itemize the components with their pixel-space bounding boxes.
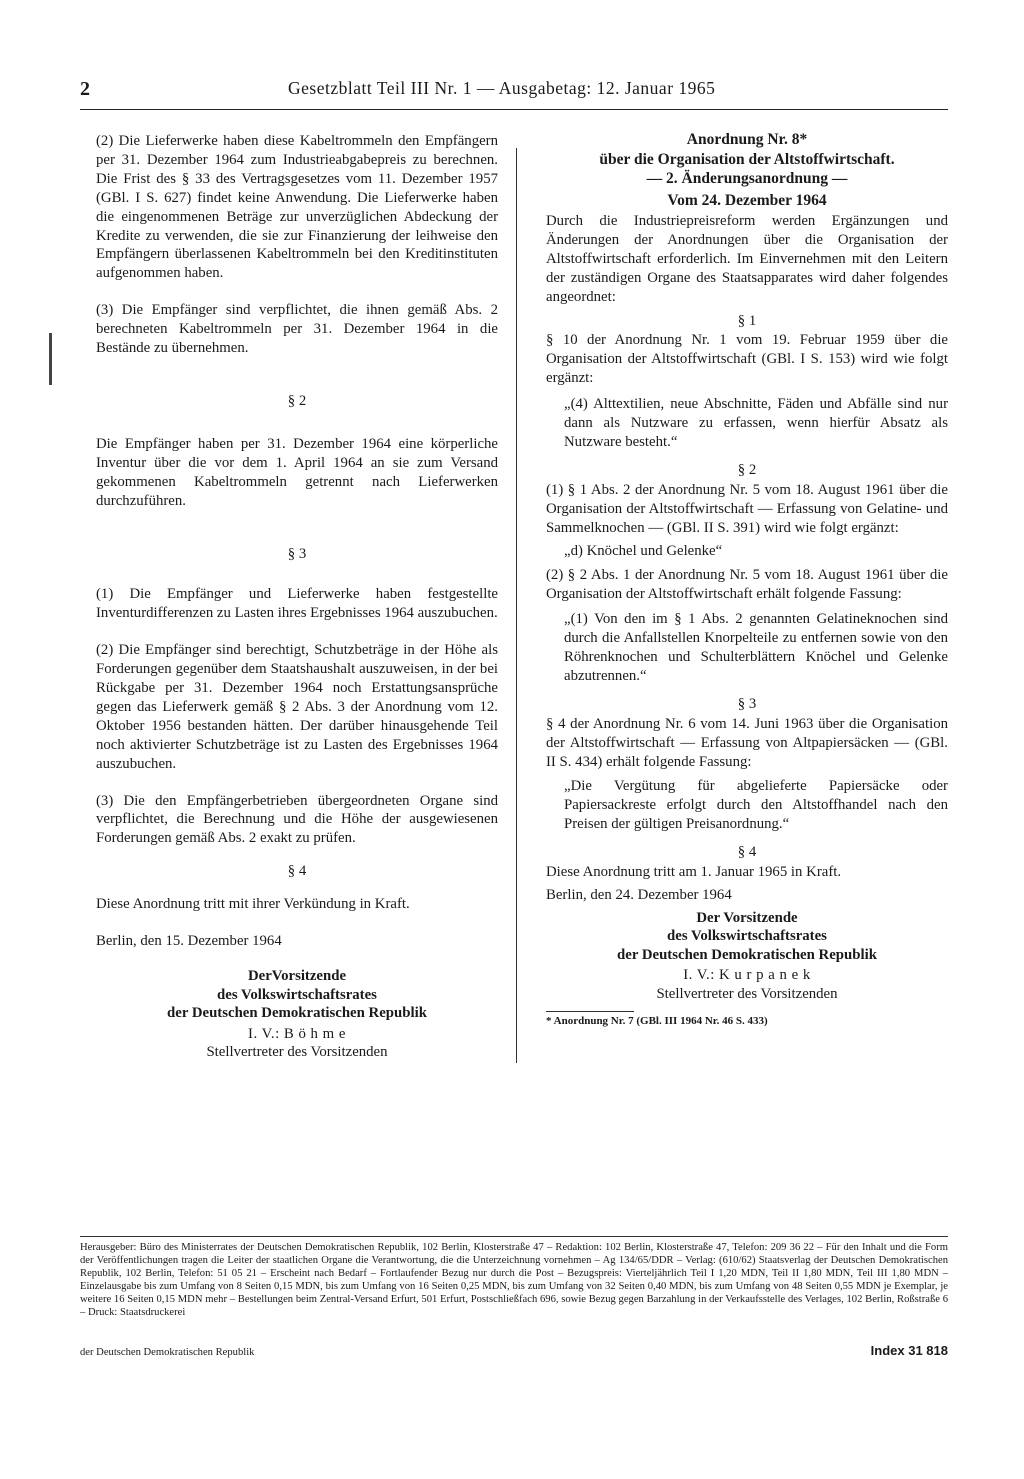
paragraph: (3) Die Empfänger sind verpflichtet, die ihnen gemäß Abs. 2 berechneten Kabeltrommeln per 31. Dezember 1964 in die Bestände zu übernehmen. bbox=[96, 302, 498, 357]
imprint-last-line bbox=[80, 1343, 948, 1359]
paragraph: § 10 der Anordnung Nr. 1 vom 19. Februar 1959 über die Organisation der Altstoffwirtschaft (GBl. I S. 153) wird wie folgt ergänzt: bbox=[546, 332, 948, 387]
signatory-body: des Volkswirtschaftsrates bbox=[217, 986, 377, 1003]
signatory-name: I. V.: K u r p a n e k bbox=[683, 967, 811, 984]
margin-mark bbox=[49, 333, 52, 385]
section-heading: § 1 bbox=[737, 312, 757, 329]
paragraph: (1) Die Empfänger und Lieferwerke haben festgestellte Inventurdifferenzen zu Lasten ihres Ergebnisses 1964 auszubuchen. bbox=[96, 586, 498, 622]
section-heading: § 3 bbox=[737, 695, 757, 712]
quoted-text: „d) Knöchel und Gelenke“ bbox=[564, 542, 723, 559]
paragraph: § 4 der Anordnung Nr. 6 vom 14. Juni 1963 über die Organisation der Altstoffwirtschaft — Erfassung von Altpapiersäcken — (GBl. II S. 434) erhält folgende Fassung: bbox=[546, 715, 948, 770]
imprint-tail: der Deutschen Demokratischen Republik bbox=[80, 1347, 255, 1358]
page-header bbox=[80, 76, 948, 112]
paragraph: (2) Die Empfänger sind berechtigt, Schutzbeträge in der Höhe als Forderungen gegenüber dem Staatshaushalt auszuweisen, in der bei Rückgabe per 31. Dezember 1964 noch Erstattungsansprüche gegen das Lieferwerk gemäß § 2 Abs. 3 der Anordnung vom 12. Oktober 1956 bestanden hätten. Der darüber hinausgehende Teil noch aktivierter Schutzbeträge ist zu Lasten des Ergebnisses 1964 auszubuchen. bbox=[96, 642, 498, 772]
title-line: Anordnung Nr. 8* bbox=[686, 131, 808, 148]
date-line: Berlin, den 15. Dezember 1964 bbox=[96, 933, 282, 950]
index-number: Index 31 818 bbox=[870, 1343, 948, 1358]
paragraph: Die Empfänger haben per 31. Dezember 1964 eine körperliche Inventur über die vor dem 1. April 1964 an sie zum Versand gekommenen Kabeltrommeln getrennt nach Lieferwerken durchzuführen. bbox=[96, 435, 498, 509]
title-date: Vom 24. Dezember 1964 bbox=[667, 191, 827, 209]
signatory-name: I. V.: B ö h m e bbox=[248, 1025, 346, 1042]
imprint-rule bbox=[80, 1236, 948, 1237]
footnote: * Anordnung Nr. 7 (GBl. III 1964 Nr. 46 S. 433) bbox=[546, 1015, 768, 1028]
quoted-text: „(1) Von den im § 1 Abs. 2 genannten Gelatineknochen sind durch die Anfallstellen Knorpelteile zu entfernen sowie von den Röhrenknochen und Schulterblättern Knöchel und Gelenke abzutrennen.“ bbox=[564, 611, 948, 684]
column-divider bbox=[516, 148, 517, 1063]
paragraph: Durch die Industriepreisreform werden Ergänzungen und Änderungen der Anordnungen über die Organisation der Altstoffwirtschaft erforderlich. Im Einvernehmen mit den Leitern der zuständigen Organe des Staatsapparates wird daher folgendes angeordnet: bbox=[546, 213, 948, 305]
paragraph: Diese Anordnung tritt am 1. Januar 1965 in Kraft. bbox=[546, 864, 842, 881]
paragraph: (3) Die den Empfängerbetrieben übergeordneten Organe sind verpflichtet, die Berechnung und die Höhe der ausgewiesenen Forderungen gemäß Abs. 2 exakt zu prüfen. bbox=[96, 792, 498, 847]
date-line: Berlin, den 24. Dezember 1964 bbox=[546, 887, 732, 903]
signature-block bbox=[546, 909, 948, 1004]
right-column bbox=[546, 130, 948, 1029]
section-heading: § 2 bbox=[737, 461, 757, 478]
header-rule bbox=[80, 109, 948, 110]
paragraph: (1) § 1 Abs. 2 der Anordnung Nr. 5 vom 18. August 1961 über die Organisation der Altstoffwirtschaft — Erfassung von Gelatine- und Sammelknochen — (GBl. II S. 391) wird wie folgt ergänzt: bbox=[546, 481, 948, 536]
title-line: über die Organisation der Altstoffwirtschaft. bbox=[599, 150, 895, 168]
signatory-body: des Volkswirtschaftsrates bbox=[667, 928, 827, 945]
paragraph: Diese Anordnung tritt mit ihrer Verkündung in Kraft. bbox=[96, 896, 410, 913]
page-number: 2 bbox=[80, 78, 90, 100]
section-heading: § 2 bbox=[287, 392, 307, 409]
section-heading: § 3 bbox=[287, 545, 307, 562]
signatory-role: Stellvertreter des Vorsitzenden bbox=[206, 1044, 388, 1060]
footnote-rule bbox=[546, 1011, 634, 1012]
signatory-state: der Deutschen Demokratischen Republik bbox=[167, 1005, 427, 1021]
paragraph: (2) Die Lieferwerke haben diese Kabeltrommeln den Empfängern per 31. Dezember 1964 zum Industrieabgabepreis zu berechnen. Die Frist des § 33 des Vertragsgesetzes vom 11. Dezember 1957 (GBl. I S. 627) findet keine Anwendung. Die Lieferwerke haben die eingenommenen Beträge zur unverzüglichen Abdeckung der Kredite zu verwenden, die sie zur Finanzierung der leihweise den Empfängern überlassenen Kabeltrommeln bei den Kreditinstituten aufgenommen haben. bbox=[96, 133, 498, 282]
running-head: Gesetzblatt Teil III Nr. 1 — Ausgabetag: 12. Januar 1965 bbox=[288, 78, 716, 98]
signatory-state: der Deutschen Demokratischen Republik bbox=[617, 946, 877, 963]
title-line: — 2. Änderungsanordnung — bbox=[646, 170, 848, 187]
publisher-imprint: Herausgeber: Büro des Ministerrates der Deutschen Demokratischen Republik, 102 Berlin, Klosterstraße 47 – Redaktion: 102 Berlin, Klosterstraße 47, Telefon: 209 36 22 – Für den Inhalt und die Form der Veröffentlichungen tragen die Leiter der staatlichen Organe die Verantwortung, die die Unterzeichnung vornehmen – Ag 134/65/DDR – Verlag: (610/62) Staatsverlag der Deutschen Demokratischen Republik, 102 Berlin, Telefon: 51 05 21 – Erscheint nach Bedarf – Fortlaufender Bezug nur durch die Post – Bezugspreis: Vierteljährlich Teil I 1,20 MDN, Teil II 1,80 MDN, Teil III 1,80 MDN – Einzelausgabe bis zum Umfang von 8 Seiten 0,15 MDN, bis zum Umfang von 16 Seiten 0,25 MDN, bis zum Umfang von 32 Seiten 0,40 MDN, bis zum Umfang von 48 Seiten 0,55 MDN je Exemplar, je weitere 16 Seiten 0,15 MDN mehr – Bestellungen beim Zentral-Versand Erfurt, 501 Erfurt, Postschließfach 696, sowie Bezug gegen Barzahlung in der Verkaufsstelle des Verlages, 102 Berlin, Roßstraße 6 – Druck: Staatsdruckerei bbox=[80, 1242, 948, 1318]
ordinance-title bbox=[546, 130, 948, 210]
signature-block bbox=[96, 967, 498, 1062]
signatory-title: Der Vorsitzende bbox=[696, 909, 798, 926]
quoted-text: „(4) Alttextilien, neue Abschnitte, Fäden und Abfälle sind nur dann als Nutzware zu erfassen, wenn hierfür Absatz als Nutzware besteht.“ bbox=[564, 396, 948, 450]
signatory-title: DerVorsitzende bbox=[247, 968, 347, 984]
signatory-role: Stellvertreter des Vorsitzenden bbox=[656, 985, 838, 1002]
section-heading: § 4 bbox=[287, 863, 307, 880]
left-column bbox=[96, 130, 498, 1062]
quoted-text: „Die Vergütung für abgelieferte Papiersäcke oder Papiersackreste erfolgt durch den Altstoffhandel nach den Preisen der gültigen Preisanordnung.“ bbox=[564, 778, 948, 833]
section-heading: § 4 bbox=[737, 844, 757, 861]
paragraph: (2) § 2 Abs. 1 der Anordnung Nr. 5 vom 18. August 1961 über die Organisation der Altstoffwirtschaft erhält folgende Fassung: bbox=[546, 567, 948, 603]
